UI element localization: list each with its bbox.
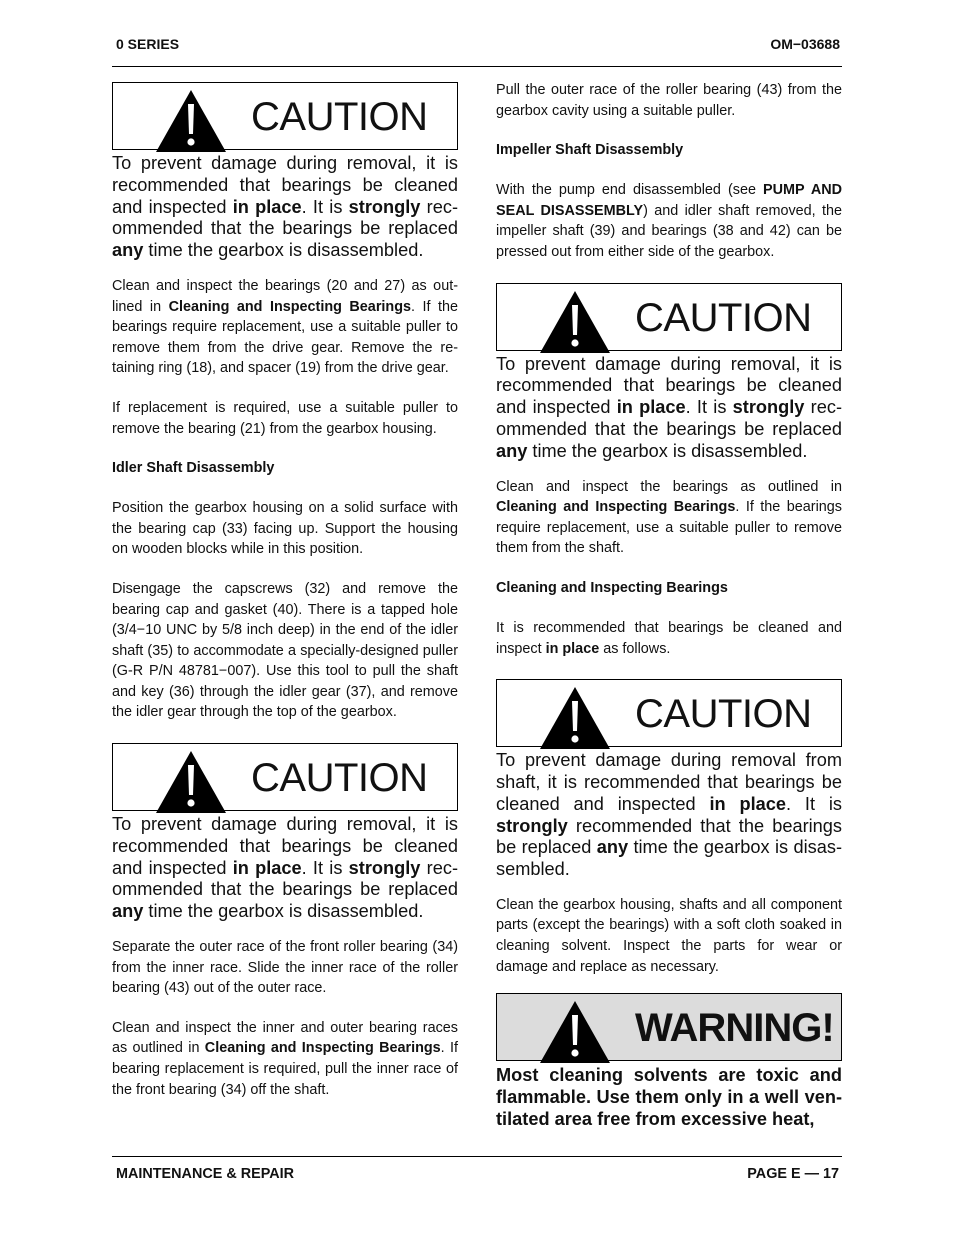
paragraph: Pull the outer race of the roller bearing (43) from the gearbox cavity using a suitable puller.: [496, 82, 842, 119]
caution-label: CAUTION: [251, 95, 428, 139]
warning-text: Most cleaning solvents are toxic and flammable. Use them only in a well ventilated area free from excessive heat,: [496, 1065, 842, 1129]
paragraph: With the pump end disassembled (see PUMP AND SEAL DISASSEMBLY) and idler shaft removed, the impeller shaft (39) and bearings (38 and 42) can be pressed out from either side of the gearbox.: [496, 182, 842, 260]
paragraph: Disengage the capscrews (32) and remove the bearing cap and gasket (40). There is a tapped hole (3/4−10 UNC by 5/8 inch deep) in the end of the idler shaft (35) to accommodate a specially-designed puller (G-R P/N 48781−007). Use this tool to pull the shaft and key (36) through the idler gear (37), and remove the idler gear through the top of the gearbox.: [112, 580, 458, 721]
paragraph: Clean the gearbox housing, shafts and all component parts (except the bearings) with a soft cloth soaked in cleaning solvent. Inspect the parts for wear or damage and replace as necessary.: [496, 896, 842, 975]
caution-box: [112, 82, 458, 150]
caution-label: CAUTION: [635, 295, 812, 340]
emphasis-text: any: [112, 901, 144, 922]
footer-rule: [112, 1156, 842, 1157]
emphasis-text: in place: [709, 793, 786, 814]
emphasis-text: in place: [545, 640, 600, 657]
left-column: [112, 82, 458, 1119]
section-heading: Cleaning and Inspecting Bearings: [496, 579, 728, 596]
caution-triangle-icon: [155, 88, 227, 154]
footer-page-number: PAGE E — 17: [747, 1166, 839, 1182]
header-rule: [112, 66, 842, 67]
paragraph: Position the gearbox housing on a solid surface with the bearing cap (33) facing up. Support the housing on wooden blocks while in this position.: [112, 500, 458, 558]
footer-section: MAINTENANCE & REPAIR: [116, 1166, 295, 1182]
paragraph: If replacement is required, use a suitable puller to remove the bearing (21) from the gearbox housing.: [112, 399, 458, 437]
paragraph: It is recommended that bearings be cleaned and inspect in place as follows.: [496, 619, 842, 657]
warning-triangle-icon: [539, 999, 611, 1065]
caution-text: To prevent damage during removal from shaft, it is recommended that bearings be cleaned and inspected in place. It is strongly recommended that the bearings be replaced any time the gearbox is disassembled.: [496, 750, 842, 880]
paragraph: Clean and inspect the inner and outer bearing races as outlined in Cleaning and Inspecting Bearings. If bearing replacement is required, pull the inner race of the front bearing (34) off the shaft.: [112, 1019, 458, 1098]
emphasis-text: strongly: [348, 196, 421, 217]
emphasis-text: Cleaning and Inspecting Bearings: [496, 499, 736, 516]
paragraph: Clean and inspect the bearings as outlined in Cleaning and Inspecting Bearings. If the bearings require replacement, use a suitable puller to remove them from the shaft.: [496, 478, 842, 557]
emphasis-text: any: [596, 837, 629, 858]
caution-text: To prevent damage during removal, it is recommended that bearings be cleaned and inspected in place. It is strongly recommended that the bearings be replaced any time the gearbox is disassembled.: [112, 814, 458, 922]
header-series: 0 SERIES: [116, 36, 180, 52]
paragraph: Separate the outer race of the front roller bearing (34) from the inner race. Slide the inner race of the roller bearing (43) out of the outer race.: [112, 939, 458, 997]
emphasis-text: in place: [232, 196, 302, 217]
paragraph: Clean and inspect the bearings (20 and 27) as outlined in Cleaning and Inspecting Bearings. If the bearings require replacement, use a suitable puller to remove them from the drive gear. Remove the retaining ring (18), and spacer (19) from the drive gear.: [112, 277, 458, 377]
caution-triangle-icon: [539, 289, 611, 355]
caution-label: CAUTION: [251, 756, 428, 801]
emphasis-text: PUMP AND SEAL DISASSEMBLY: [496, 182, 842, 219]
caution-box: [496, 679, 842, 747]
caution-triangle-icon: [539, 685, 611, 751]
emphasis-text: strongly: [732, 397, 805, 418]
emphasis-text: strongly: [496, 815, 568, 836]
caution-box: [112, 743, 458, 811]
warning-label: WARNING!: [635, 1006, 834, 1051]
warning-box: [496, 993, 842, 1061]
emphasis-text: Cleaning and Inspecting Bearings: [168, 298, 411, 315]
caution-label: CAUTION: [635, 692, 812, 737]
section-heading: Impeller Shaft Disassembly: [496, 142, 684, 159]
emphasis-text: in place: [616, 397, 686, 418]
caution-text: To prevent damage during removal, it is recommended that bearings be cleaned and inspected in place. It is strongly recommended that the bearings be replaced any time the gearbox is disassembled.: [112, 153, 458, 261]
emphasis-text: any: [112, 240, 144, 261]
caution-text: To prevent damage during removal, it is recommended that bearings be cleaned and inspected in place. It is strongly recommended that the bearings be replaced any time the gearbox is disassembled.: [496, 353, 842, 461]
section-heading: Idler Shaft Disassembly: [112, 460, 275, 477]
right-column: [496, 80, 842, 1131]
emphasis-text: strongly: [348, 857, 421, 878]
emphasis-text: any: [496, 440, 528, 461]
emphasis-text: in place: [232, 857, 302, 878]
header-doc-number: OM−03688: [770, 36, 840, 52]
caution-triangle-icon: [155, 749, 227, 815]
caution-box: [496, 283, 842, 351]
emphasis-text: Cleaning and Inspecting Bearings: [204, 1040, 441, 1057]
